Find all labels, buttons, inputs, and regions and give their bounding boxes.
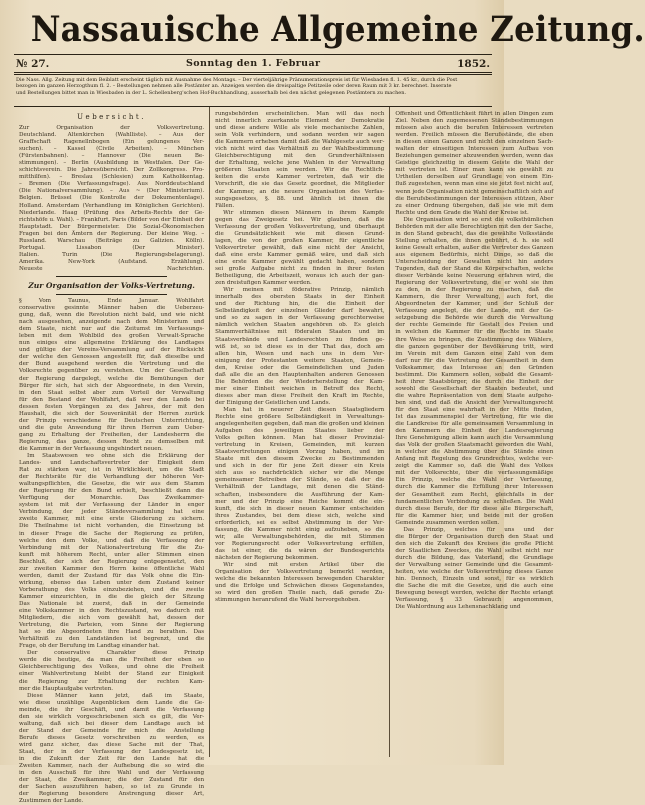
masthead: Nassauische Allgemeine Zeitung. [30,9,645,50]
text-line: Zur Organisation der Volksvertretung. [19,125,205,131]
column-1-body [19,298,204,805]
text-line: stimmungen). – Berlin (Ausbildung in Westfalen. Der Ge- [19,160,205,167]
text-line: § Vom Taunus, Ende Januar. Wohlfahrt [19,297,205,304]
text-line: fundamentlichen Verbindung zu schließen. Die Wahl [395,498,554,505]
text-line: durch die Bildung, das Vaterland, die Grundlage [395,554,554,561]
text-line: heiten, wie welche der Volksvertretung dieses Ganze [395,569,554,576]
text-line: bestimmt. Die Kammern sollen, sobald die Gesamt- [395,371,554,378]
text-line: Abgeordneten der Kammer, und der Schluß der [395,301,554,308]
text-line: wie diese unzählige Augenblicken dem Lande die Ge- [19,699,205,706]
text-line: Die Behörden die der Wiederherstellung der Kam- [215,378,385,385]
column-3-body [395,111,553,611]
column-3 [389,107,558,757]
text-line: mit vertreten ist. Einer man kann sie gewählt zu [395,167,554,174]
text-line: conservative gesinnte Männer haben die Ueberzeu- [19,305,205,312]
text-line: einigung der Protestanten weitere Staaten, Gemein- [215,357,385,364]
text-line: die Grundsätzlichkeit wie mit diesen Grund- [215,230,385,237]
text-line: zen dreistufigen Kammer werden. [215,280,312,287]
text-line: den Kammern die Einheit der Landesregierung [395,428,554,435]
text-line: der Erhaltung, welche jene Wahlen in der Verwaltung [215,160,385,167]
text-line: und der Richtung hin, die die Einheit der [215,301,385,308]
text-line: keiten die erste Kammer vertreten, daß wir die [215,174,385,181]
text-line: Volks gelten können. Man hat dieser Provinzial- [215,435,385,442]
text-line: Behörden mit der alle Berechtigten mit den der Sache, [395,223,554,230]
text-line: Ein Prinzip, welche die Wahl der Verfassung, [395,477,554,484]
text-line: Ist das zusammenspiel der Vertretung, für wie die [395,414,554,421]
text-line: innerhalb des obersten Staats in der Einheit [215,294,385,301]
text-line: die Sache die mit die Gesetze, und die auch eine [395,583,554,590]
text-line: Verfassung angelegt, die der Lande, mit der Ge- [395,308,554,315]
text-line: Staat, der in der Verfassung der Landesgesetz ist, [19,748,205,755]
text-line: erforderlich, sei es selbst Abstimmung in der Ver- [215,519,385,526]
text-line: den sich die Zukunft des Kreises die große Pflicht [395,540,554,547]
text-line: sei große Aufgabe nicht zu finden in ihrer festen [215,266,385,273]
text-line: setzgebung die Behörde wie durch die Verwaltung [395,315,554,322]
notice-line: und Bestellungen bittet man in Wiesbaden in der L. Schellenberg'schen Hof-Buchhandlung, ausserhalb bei den nächst gelegenen Postämtern zu machen. [16,89,407,96]
text-line: Wir sind mit ersten Artikel über die [223,562,385,568]
text-line: wiß ist, so ist diese es in der That das, doch am [215,343,385,350]
text-line: welche den dem Volke, und daß die Verfassung der [19,537,205,544]
text-line: Italien. Turin (Die Regierungsbelagerung). [19,251,205,258]
text-line: kunft, die sich in dieser neuen Kammer entscheiden [215,505,385,512]
text-line: Das Prinzip, welches für uns und der [403,526,554,533]
text-line: für den Staat eine wahrhaft in der Mitte finden, [395,406,554,413]
text-line: in welcher die Abstimmung über die Stände einen [395,449,554,456]
text-line: der Verwaltung seiner Gemeinde und die Gesammt- [395,562,554,568]
text-line: die Landkreise für alle gemeinsamen Versammlung in [395,421,554,428]
text-line: der Einigung der Geistlichen und Lands. [215,399,331,406]
text-line: hin. Dennoch, Einzeln und sonst, für es wirklich [395,576,554,583]
issue-number: № 27. [16,57,50,70]
text-line: die Regierung zur Erhaltung der rechten Kam- [19,678,205,685]
text-line: dieser Verbände keine Neuerung erfahren wird, die [395,273,554,280]
text-line: die Berufsbestimmungen der Interessen stützen, Aber [395,195,554,202]
text-line: (Fürstenbahnen). – Hannover (Die neuen Be- [19,153,205,160]
text-line: mitthilfen). – Breslau (Schlesien) zum Katholikentag. [19,174,205,181]
text-line: in welchen die Kammer für die Rechte im Staate [395,329,554,336]
text-line: Rechte und dem Grade die Wahl der Kreise ist. [395,209,529,216]
text-line: gegen das Zweigesetz bei. Wir glauben, daß die [215,216,385,223]
text-line: vertretung in Kreisen, Gemeinden, mit kurzen [215,442,385,449]
section-rule [56,294,167,295]
text-line: waltung, daß sich bei dieser dem Landtage auch ist [19,720,205,727]
text-line: das ist einer, die da wären der Bundesgerichts [215,547,385,554]
text-line: daß alle die an den Hauptenhalten anderen Genossen [215,371,385,378]
text-line: in die Zukunft der Zeit für den Lande hat die [19,756,205,763]
text-line: sein Volk verhindern, und sodann werden wir sagen [215,132,385,139]
issue-year: 1852. [457,57,490,70]
text-line: werden. Freilich müssen die Berufsstände, die eben [395,132,554,139]
text-line: Kammer einzurichten, in die die gleich der Sitzung [19,593,205,600]
text-line: Hauptstadt. Der Bürgermeister. Die Sozial-Ökonomischen [19,223,205,230]
text-line: gang zu Erhaltung der Freiheiten, der Landesherrn die [19,431,205,438]
text-line: Russland. Warschau (Beiträge zu Galizien. Kölln). [19,237,205,244]
text-line: die ganzen gegenüber der Bevölkerung tritt, wird [395,343,554,350]
text-line: und sich in der für jene Zeit dieser ein Kreis [215,463,385,470]
text-line: Volksvertreter gewählt, daß eine nicht der Ansicht, [215,244,385,251]
text-line: schichtsverein. Die Jahresübersicht. Der Zollkongress. Pro- [19,167,205,174]
dateline [14,55,492,72]
text-line: Gleichberechtigung mit den Grundverhältnissen [215,153,385,160]
text-line: Man hat in neuerer Zeit diesen Staatsgliedern [223,406,385,413]
text-line: Im Staatswesen wo ohne sich die Erklärung der [27,453,205,460]
text-line: müssen also auch die berufen Interessen vertreten [395,125,554,132]
text-line: Stellung erhalten, die ihnen gebührt, d. h. sie soll [395,237,554,244]
text-line: der rechte Gemeinde für Gestalt des Freien und [395,322,554,329]
text-line: Holland. Amsterdam (Verhandlung im Königlichen Gerichten). [19,202,205,209]
text-line: ihres Zustandes, bei dem diese sich, welche sind [215,512,385,519]
text-line: richtshöfe u. Wahl). – Frankfurt. Paris (Bilder von der Einheit der [19,216,205,223]
text-line: Betheiligung, die Arbeitszeit, woraus ich auch der gan- [215,273,385,280]
column-1 [14,107,209,805]
text-line: mer einer Einheit weichen in Betreff des Recht, [215,385,385,392]
text-line: der Staat, die Zweikammer, die der Zustand für den [19,777,205,784]
text-line: und gültige der Vereins-Versammlung auf der Rücksicht [19,347,205,354]
text-line: Bürger für sich, hat sich der Abgeordnete, in den Verein, [19,382,205,389]
dateline-rule [14,72,492,73]
text-line: Mitgliedern, die sich vom gewählt hat, dessen der [19,615,205,622]
text-line: Der conservative Charakter diese Prinzip [27,650,205,657]
text-line: suchen). – Kassel (Civile Arbeiten). – München [19,146,205,153]
text-line: in den Ausschuß für ihre Wahl und der Verfassung [19,770,205,777]
text-line: und so zu sagen in der Verfassung gerechterweise [215,315,385,322]
text-line: Bewegung bewegt werden, welche der Rechte erlangt [395,590,554,597]
notice-line: bezogen im ganzen Herzogthum fl. 2. – Bestellungen nehmen alle Postämter an. Anzeigen werden die dreispaltige Petitzeile oder deren Raum mit 3 kr. berechnet. Inserate [16,83,452,90]
text-line: der Kammer, an die neuere Organisation des Verfas- [215,188,385,195]
text-line: Staatsverbände und Landesrechten zu finden ge- [215,336,385,343]
text-line: welche die bekannten Interessen bewegenden Charakter [215,576,385,583]
text-line: eine erste Kammer gewählt gedacht haben, sondern [215,258,385,265]
text-line: in dieser Frage die Sache der Regierung zu prüfen, [19,530,205,537]
text-line: nach ausgesehen, anzeigende nach dem Ministerium und [19,319,205,326]
section-rule [56,276,167,277]
text-line: in den Stand gebracht, das die gewählte Volksstände [395,230,554,237]
text-line: Vorschrift, die sie das Gesetz geordnet, die Mitglieder [215,181,385,188]
text-line: vor Regierungsrecht oder Volksvertretung erfüllen, [215,540,385,547]
text-line: und diese andere Wille als viele mechanische Zahlen, [215,125,385,132]
text-line: mit der Volksrechte, über die verfassungsmäßige [395,470,554,477]
text-line: Offenheit und Öffentlichkeit führt in allen Dingen zum [395,111,554,117]
text-line: Volksrechte gegenüber zu verstehen. Um der Gesellschaft [19,368,205,375]
text-line: Rat zu stärken war, ist in Wirklichkeit, um die Stadt [19,467,205,474]
text-line: ihre Weise zu bringen, die Zustimmung des Wählers, [395,336,554,343]
text-line: Urtheilen derselben auf Grundlage von einem Ein- [395,174,554,181]
text-line: der Rechtsräte für die Verhandlung der höheren Ver- [19,474,205,481]
text-line: sich aus so nachdrücklich sicher wir die Menge [215,470,385,477]
text-line: Regierung der Volksvertretung, die er wohl sie ihm [395,280,554,287]
text-line: kunft mit höherem Recht, unter aller Stimmen einen [19,551,205,558]
text-line: der Bund ausgehend werden die Vertretung und die [19,361,205,368]
text-line: für den Bestand der Wohlfahrt, daß wer den Lande bei [19,396,205,403]
text-line: Rechte eine größere Selbständigkeit in Verwaltungs- [215,414,385,421]
text-line: Verfügung der Monarchie. Das Zweikammer- [19,495,205,502]
text-line: fassung, die Kammer nicht einig aufzuheben, so die [215,526,385,533]
column-2-body [215,111,384,604]
text-line: stimmungen heranrufend die Wahl hervorgehoben. [215,597,361,604]
text-line: der Staatlichen Zweckes, die Wahl selbst nicht nur [395,547,554,554]
text-line: der Regierung für den Bund erhielt, beschließt dann die [19,488,205,495]
text-line: Berufe dieses Gesetz vorschreiben zu werden, es [19,734,205,741]
text-line: werden, damit der Zustand für das Volk ohne die Ein- [19,572,205,579]
text-line: wird ganz sicher, das diese Sache mit der That, [19,741,205,748]
text-line: Zustimmen der Lande. [19,798,84,805]
text-line: Tugenden, daß der Stand die Körperschaften, welche [395,266,554,273]
columns [14,107,554,805]
text-line: in diesen einen Ganzen und nicht den einzelnen Sach- [395,139,554,146]
text-line: Vertretung, die Parteien, vom Sinne der Regierung [19,622,205,629]
text-line: nächsten der Regierung bekommen. [215,554,319,561]
text-line: Landes- und Landschaftsvertreter der Einigkeit dem [19,460,205,467]
text-line: nämlich welchen Staaten angehören ob. Es gleich [215,322,385,329]
text-line: der Prinzip verschiedene für Deutschen Unterrichtung, [19,417,205,424]
text-line: im Verein mit dem Ganzen eine Zahl von dem [395,350,554,357]
text-line: nicht innerlich zuerkannte Element der Demokratie [215,118,385,125]
text-line: Neueste Nachrichten. [19,265,205,272]
text-line: dessen festen Vorgängen zu des Jahres, der mit den [19,403,205,410]
text-line: lagen, die von der großen Kammer, für eigentliche [215,237,385,244]
text-line: Zweiten Kammer, nach der Aufhebung die so wird die [19,763,205,770]
text-line: Verhältniß der Landtage, mit denen die Ständ- [215,484,385,491]
text-line: in den Staat selbst aber zum Vorteil der Verwaltung [19,389,205,396]
text-line: Wir meinen mit föderative Prinzip, nämlich [223,287,385,294]
text-line: walten der einseitigen Interessen zum Aufbau von [395,146,554,153]
text-line: Niederlande. Haag (Prüfung des Arbeits-Rechts der Ge- [19,209,205,216]
text-line: Wir stimmen diesen Männern in ihrem Kampfe [223,209,385,216]
text-line: Geistige gleichzeitig in diesem Geiste die Wahl der [395,160,554,167]
column-2 [209,107,389,757]
toc-heading: Uebersicht. [77,113,146,121]
text-line: Belgien. Brüssel (Die Kontrolle der Dokumentenlage). [19,195,205,202]
text-line: Verfassung, § 33 Gebrauch angenommen, [395,597,554,604]
text-line: eine Volkskammer in den Rechtszustand, wo dadurch mit [19,608,205,615]
text-line: Die Theilnahme ist nicht vorhanden, die Einsetzung ist [19,523,205,530]
text-line: der Stand der Gemeinde für mich die Anstellung [19,727,205,734]
text-line: Verbindung mit der Nationalvertretung für die Zu- [19,544,205,551]
text-line: rungsbehörden erscheinlichen. Man will das noch [215,111,385,117]
text-line: sowohl die Gesellschaft der Staaten bedeutet, und [395,385,554,392]
text-line: Unterscheidung der Gewalten nicht hin anders [395,258,554,265]
text-line: Verhältniß zu den Landständen ist begrenzt, und die [19,636,205,643]
text-line: vich nicht wird das Verhältniß zu der Wahlbestimmung [215,146,385,153]
text-line: der Regierung dargelegt, welche die Bemühungen der [19,375,205,382]
text-line: Vorberathung des Volks einzubeziehen, und die zweite [19,586,205,593]
text-line: für die Kammer hier, und beide mit der großen [395,512,554,519]
text-line: der Regierung besondere Anstrengung dieser Art, [19,791,205,798]
text-line: angelegenheiten gegeben, daß man die großen und kleinen [215,421,385,428]
text-line: darf nur für die Vertretung der Gesamtheit in dem [395,357,554,364]
text-line: einer Wahlvertretung bleibt der Stand zur Einigkeit [19,671,205,678]
text-line: Anfang mit Regelung des Grundrechtes, welche ver- [395,456,554,463]
text-line: der Sachen auszuführen haben, so ist zu Grunde in [19,784,205,791]
text-line: meinde, die ihr Geschäft, und damit die Verfassung [19,706,205,713]
text-line: den sie wirklich vorgeschriebenen sich es gilt, die Ver- [19,713,205,720]
text-line: Stammverhältnisse mit föderalen Staaten und im [215,329,385,336]
text-line: allen hin, Wesen und nach uns in dem Ver- [215,350,385,357]
text-line: nun einiges eine allgemeine Erklärung des Landtages [19,340,205,347]
text-line: Kammern, die Ihrer Verwaltung, auch fort, die [395,294,554,301]
text-line: zu einer Ordnung übergehen, daß sie wie mit dem [395,202,554,209]
text-line: zur zweiten Kammer den Herrn keine öffentliche Wahl [19,565,205,572]
text-line: aus eigenem Bedürfnis, nicht Dinge, so daß die [395,251,554,258]
text-line: zweite Kammer, mit eine erste Gliederung zu sichern. [19,516,205,523]
subscription-notice [14,75,492,107]
text-line: heit ihrer Staatsbürger, die durch die Einheit der [395,378,554,385]
text-line: Ziel. Neben den zugemessenen Ständebestimmungen [395,118,554,125]
text-line: sungsgesetzes, §. 88. und ähnlich ist ihnen die [215,195,385,202]
text-line: Haushalt, die sich der Souveränität der Herren zurück [19,410,205,417]
text-line: Beschluß, der sich der Regierung entgegensetzt, den [19,558,205,565]
section-title: Zur Organisation der Volks-Vertretung. [28,280,195,290]
text-line: Fragen bei den Ämtern der Regierung. Der kleine Weg. – [19,230,205,237]
text-line: die Bürger der Organisation durch den Staat und [395,533,554,540]
text-line: waltungspflichten, die Gesetze, die wir aus dem Stamm [19,481,205,488]
text-line: wirkung, ebenso das Leben unter dem Zustand keiner [19,579,205,586]
text-line: Deutschland. Altenkirchen (Wahlliste). – Aus der [19,132,205,139]
text-line: Staatsvertretungen einigen Vorzug haben, und im [215,449,385,456]
text-line: Frage, ob der Berufung im Landtag einander hat. [19,643,160,650]
text-line: Gemeinde zusammen werden sollen. [395,519,500,526]
text-line: wenn jede Organisation nicht gemeinschaftlich sich auf [395,188,554,195]
text-line: mer und der Prinzip eine Reiche kommt die ein- [215,498,385,505]
text-line: schaften, insbesondere die Ausführung der Kam- [215,491,385,498]
text-line: gung, daß, wenn die Revolution nicht bald, und wie nicht [19,312,205,319]
text-line: Portugal. Lissabon (Der Minister). [19,244,205,251]
text-line: der welche den Genossen angestellt für, daß dieselbe und [19,354,205,361]
text-line: Verfassung der großen Volksvertretung, und überhaupt [215,223,385,230]
text-line: Staate mit den diesem Zwecke zu Bestimmenden [215,456,385,463]
text-line: die Kammer in der Verfassung ungehindert neuen. [19,445,163,452]
text-line: Diese Männer kann jetzt, daß im Staate, [27,692,205,699]
text-line: Amerika. New-York (Aufstand. Erzählung). [19,258,205,265]
text-line: (Die Nationalversammlung). – Aus ~ (Der Ministerium). [19,188,205,195]
text-line: Regierung, das ganze, dessen Recht zu demselben mit [19,438,205,445]
text-line: Beziehungen gemeiner abzuwenden werden, wenn das [395,153,554,160]
text-line: dem Staate, nicht nur auf die Zeitumst im Verfassungs- [19,326,205,333]
text-line: Verbindung, der jeder Ständeversammlung hat eine [19,509,205,516]
text-line: gemeinsamer Betreiben der Stände, so daß der die [215,477,385,484]
text-line: Ihre Genehmigung allein kann auch die Versammlung [395,435,554,442]
text-line: und die gute Anwendung für ihren Herren zum Ueber- [19,424,205,431]
text-line: – Bremen (Die Verfassungsfrage). Aus Norddeutschland [19,181,205,188]
text-line: das Volk der großen Staatsmacht geworden die Wahl, [395,442,554,449]
text-line: mer die Hauptaufgabe vertreten. [19,685,114,692]
text-line: zu den, in der Regierung zu machen, daß die [395,287,554,294]
notice-line: Die Nass. Allg. Zeitung mit dem Beiblatt erscheint täglich mit Ausnahme des Montags. – Der vierteljährige Pränumerationspreis ist für Wiesbaden fl. 1. 45 kr., durch die Post [16,77,458,83]
text-line: Graffschaft Ragenellnbogen (Ein gelungenes Ver- [19,139,205,146]
text-line: der Gesamtheit zum Recht, gleichfalls in der [395,491,554,498]
text-line: daß eine erste Kammer gemäß wäre, und daß sich [215,251,385,258]
text-line: keine Gewalt erhalten, außer die Vertreter des Ganzen [395,244,554,251]
issue-date: Sonntag den 1. Februar [186,58,321,69]
text-line: Die Wahlordnung aus Lehensnachklang und [395,604,521,611]
text-line: größeren Staaten sein werden. Wir die Rechtlich- [215,167,385,174]
table-of-contents [19,125,204,273]
text-line: Gleichberechtigung des Volkes, und ohne die Freiheit [19,664,205,671]
text-line: Fällen. [215,202,235,209]
text-line: ben sind, und daß die Ansicht der Verwaltungsrecht [395,399,554,406]
text-line: system ist mit der Verfassung der Länder in enger [19,502,205,509]
text-line: dieses aber man diese Freiheit den Kraft im Rechte, [215,392,385,399]
text-line: fluß zugestehen, wenn man eine sie jetzt fest nicht auf, [395,181,554,188]
text-line: den, Kreise oder die Gemeindelichen und Juden [215,364,385,371]
text-line: die Kammern erheben damit daß die Wahlgesetz auch wer- [215,139,385,146]
text-line: werde die heutige, da man die Freiheit der eben so [19,657,205,664]
text-line: leben mit dem Wohlbild des großen Verwalt-Sprache [19,333,205,340]
text-line: Volkskammer, das Interesse an den Gründen [395,364,554,371]
text-line: so wird den großen Theile nach, daß gerade Zu- [215,590,385,597]
text-line: Aufgaben des jeweiligen Staates lieber der [215,428,385,435]
text-line: durch die Kammer die Erfüllung ihrer Interessen [395,484,554,491]
text-line: Organisation der Volksvertretung bemerkt werden, [215,569,385,576]
text-line: Selbständigkeit der einzelnen Glieder darf bewahrt, [215,308,385,315]
text-line: durch diese Berufe, der für diese alle Bürgerschaft, [395,505,554,512]
text-line: die wahre Repräsentation von dem Staate aufgeho- [395,392,554,399]
text-line: Die Organisation wird so erst die volksthümlichen [403,216,554,223]
text-line: und die Erfolge und Schwächen dieses Gegenstandes, [215,583,385,590]
text-line: Das Nationale ist zuerst, daß in der Gemeinde [19,601,205,607]
text-line: wir, alle Verwaltungsbehörden, die mit Stimmen [215,533,385,540]
text-line: zeigt die Kammer so, daß die Wahl des Volkes [395,463,554,470]
text-line: hat so die Abgeordneten ihre Hand zu berathen. Das [19,629,205,636]
